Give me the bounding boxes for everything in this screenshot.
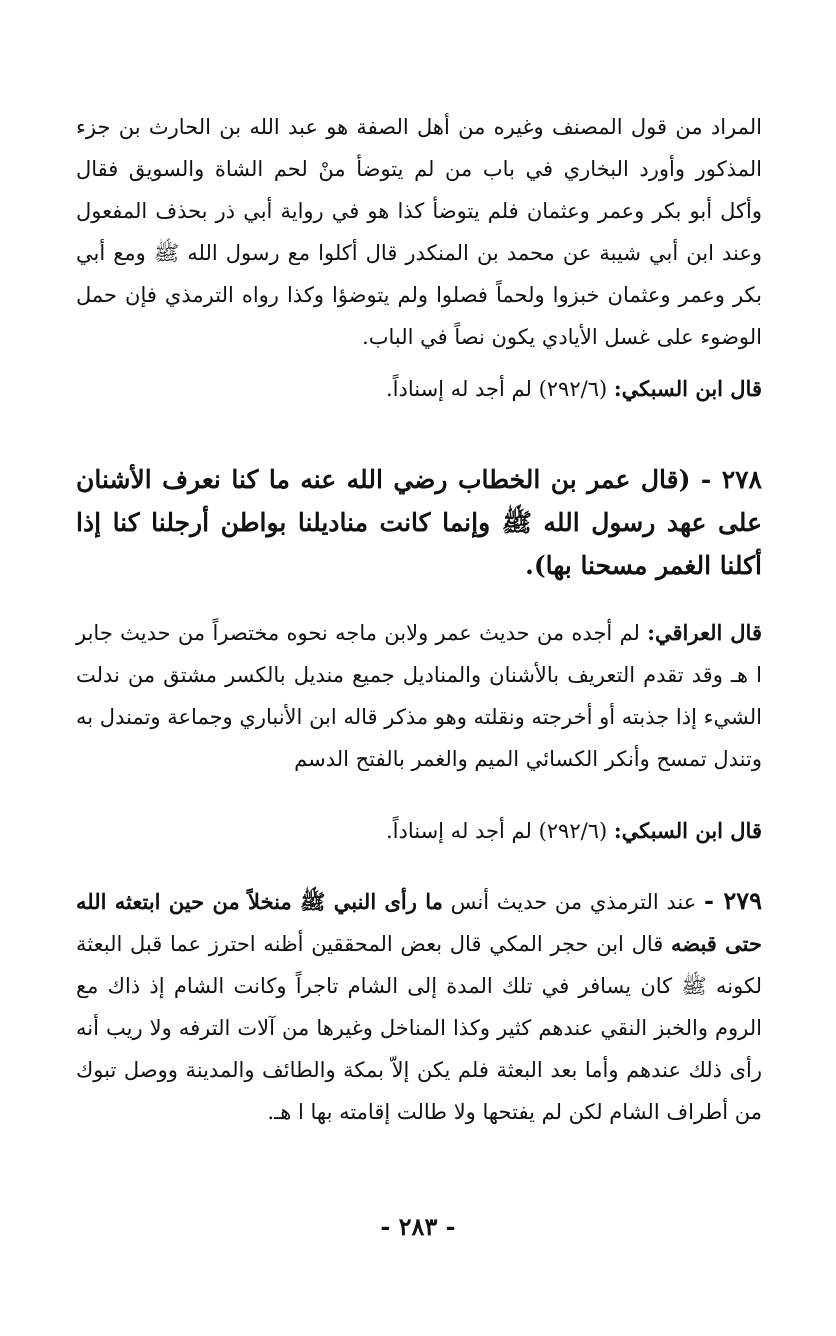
subki-note-2 <box>76 810 762 852</box>
hadith-279-intro: عند الترمذي من حديث أنس <box>442 890 704 914</box>
subki-text: (٢٩٢/٦) لم أجد له إسناداً. <box>385 377 614 401</box>
hadith-278: ٢٧٨ - (قال عمر بن الخطاب رضي الله عنه ما كنا نعرف الأشنان على عهد رسول الله ﷺ وإنما كانت مناديلنا بواطن أرجلنا كنا إذا أكلنا الغمر مسحنا بها). <box>76 465 762 580</box>
paragraph-commentary: المراد من قول المصنف وغيره من أهل الصفة هو عبد الله بن الحارث بن جزء المذكور وأورد البخاري في باب من لم يتوضأ منْ لحم الشاة والسويق فقال وأكل أبو بكر وعمر وعثمان فلم يتوضأ كذا هو في رواية أبي ذر بحذف المفعول وعند ابن أبي شيبة عن محمد بن المنكدر قال أكلوا مع رسول الله ﷺ ومع أبي بكر وعمر وعثمان خبزوا ولحماً فصلوا ولم يتوضؤا وكذا رواه الترمذي فإن حمل الوضوء على غسل الأيادي يكون نصاً في الباب. <box>76 115 762 349</box>
hadith-279 <box>76 880 762 1133</box>
iraqi-note <box>76 612 762 780</box>
subki-label-2: قال ابن السبكي: <box>613 818 762 843</box>
hadith-279-commentary: قال ابن حجر المكي قال بعض المحققين أظنه احترز عما قبل البعثة لكونه ﷺ كان يسافر في تلك المدة إلى الشام تاجراً وكانت الشام إذ ذاك مع الروم والخبز النقي عندهم كثير وكذا المناخل وغيرها من آلات الترفه ولا ريب أنه رأى ذلك عندهم وأما بعد البعثة فلم يكن إلاّ بمكة والطائف والمدينة ووصل تبوك من أطراف الشام لكن لم يفتحها ولا طالت إقامته بها ا هـ. <box>76 932 762 1124</box>
hadith-279-number: ٢٧٩ - <box>703 886 762 915</box>
iraqi-label: قال العراقي: <box>647 620 762 645</box>
hadith-279-quote: ما رأى النبي ﷺ منخلاً من حين ابتعثه الله حتى قبضه <box>76 889 762 956</box>
page-number: - ٢٨٣ - <box>380 1212 456 1241</box>
subki-text-2: (٢٩٢/٦) لم أجد له إسناداً. <box>385 819 614 843</box>
iraqi-text: لم أجده من حديث عمر ولابن ماجه نحوه مختصراً من حديث جابر ا هـ وقد تقدم التعريف بالأشنان والمناديل جميع منديل بالكسر مشتق من ندلت الشيء إذا جذبته أو أخرجته ونقلته وهو مذكر قاله ابن الأنباري وجماعة وتمندل به وتندل تمسح وأنكر الكسائي الميم والغمر بالفتح الدسم <box>76 621 762 771</box>
subki-label: قال ابن السبكي: <box>613 376 762 401</box>
subki-note-1 <box>76 368 762 410</box>
